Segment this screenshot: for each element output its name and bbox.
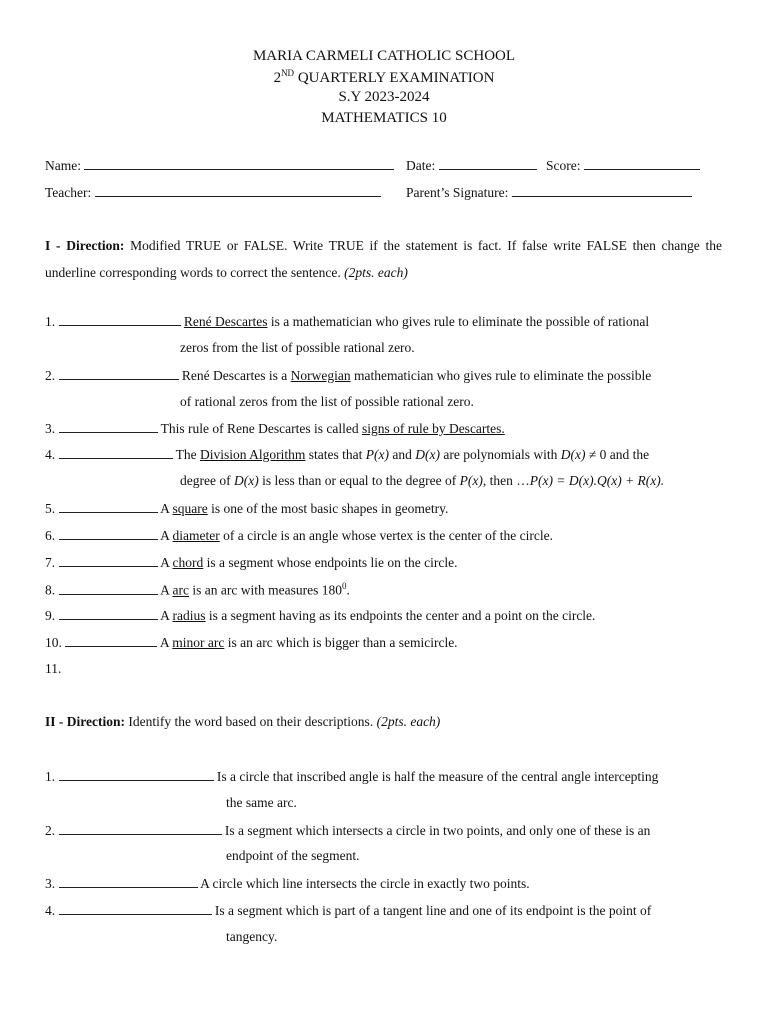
p1-item-4: 4. The Division Algorithm states that P(x) and D(x) are polynomials with D(x) ≠ 0 and the [45, 447, 650, 462]
school-year: S.Y 2023-2024 [338, 89, 430, 105]
p2-item-4: 4. Is a segment which is part of a tangent line and one of its endpoint is the point of [45, 903, 652, 918]
p1-item-2-cont: of rational zeros from the list of possible rational zero. [180, 394, 474, 409]
p1-item-3: 3. This rule of Rene Descartes is called signs of rule by Descartes. [45, 421, 505, 436]
p1-item-9: 9. A radius is a segment having as its endpoints the center and a point on the circle. [45, 608, 596, 623]
answer-blank[interactable] [59, 527, 158, 540]
p1-item-5: 5. A square is one of the most basic shapes in geometry. [45, 501, 449, 516]
p1-item-7: 7. A chord is a segment whose endpoints lie on the circle. [45, 555, 458, 570]
school-name: MARIA CARMELI CATHOLIC SCHOOL [252, 48, 516, 64]
p2-item-2: 2. Is a segment which intersects a circle in two points, and only one of these is an [45, 823, 651, 838]
answer-blank[interactable] [65, 634, 157, 647]
subject-title: MATHEMATICS 10 [321, 110, 447, 126]
p2-item-1: 1. Is a circle that inscribed angle is half the measure of the central angle intercepting [45, 769, 659, 784]
answer-blank[interactable] [59, 768, 214, 781]
p2-item-2-cont: endpoint of the segment. [226, 848, 360, 863]
exam-title: 2ND QUARTERLY EXAMINATION [273, 68, 495, 86]
parent-signature-blank[interactable] [512, 184, 692, 197]
answer-blank[interactable] [59, 875, 198, 888]
p1-item-11: 11. [45, 661, 62, 676]
answer-blank[interactable] [59, 554, 158, 567]
name-field: Name: [45, 157, 394, 174]
p1-item-10: 10. A minor arc is an arc which is bigger than a semicircle. [45, 635, 458, 650]
name-blank[interactable] [84, 157, 394, 170]
teacher-field: Teacher: [45, 184, 381, 201]
teacher-blank[interactable] [95, 184, 381, 197]
p1-item-1-cont: zeros from the list of possible rational zero. [180, 340, 415, 355]
p1-item-1: 1. René Descartes is a mathematician who gives rule to eliminate the possible of rational [45, 314, 650, 329]
answer-blank[interactable] [59, 582, 158, 595]
answer-blank[interactable] [59, 902, 212, 915]
p1-item-8: 8. A arc is an arc with measures $180^0$. [45, 581, 350, 598]
date-blank[interactable] [439, 157, 537, 170]
p2-item-1-cont: the same arc. [226, 795, 297, 810]
p1-item-6: 6. A diameter of a circle is an angle whose vertex is the center of the circle. [45, 528, 553, 543]
p1-item-4-cont: degree of D(x) is less than or equal to the degree of P(x), then …P(x) = D(x).Q(x) + R(x). [180, 473, 665, 488]
part2-direction: II - Direction: Identify the word based on their descriptions. (2pts. each) [45, 714, 441, 729]
score-blank[interactable] [584, 157, 700, 170]
answer-blank[interactable] [59, 446, 173, 459]
answer-blank[interactable] [59, 500, 158, 513]
part1-direction: I - Direction: Modified TRUE or FALSE. Write TRUE if the statement is fact. If false write FALSE then change the underline corresponding words to correct the sentence. (2pts. each) [45, 238, 722, 280]
answer-blank[interactable] [59, 420, 158, 433]
date-field: Date: [406, 157, 537, 174]
p2-item-3: 3. A circle which line intersects the circle in exactly two points. [45, 876, 530, 891]
p2-item-4-cont: tangency. [226, 929, 278, 944]
answer-blank[interactable] [59, 607, 158, 620]
answer-blank[interactable] [59, 367, 179, 380]
score-field: Score: [546, 157, 700, 174]
parent-signature-field: Parent’s Signature: [406, 184, 692, 201]
p1-item-2: 2. René Descartes is a Norwegian mathematician who gives rule to eliminate the possible [45, 368, 652, 383]
answer-blank[interactable] [59, 313, 181, 326]
answer-blank[interactable] [59, 822, 222, 835]
